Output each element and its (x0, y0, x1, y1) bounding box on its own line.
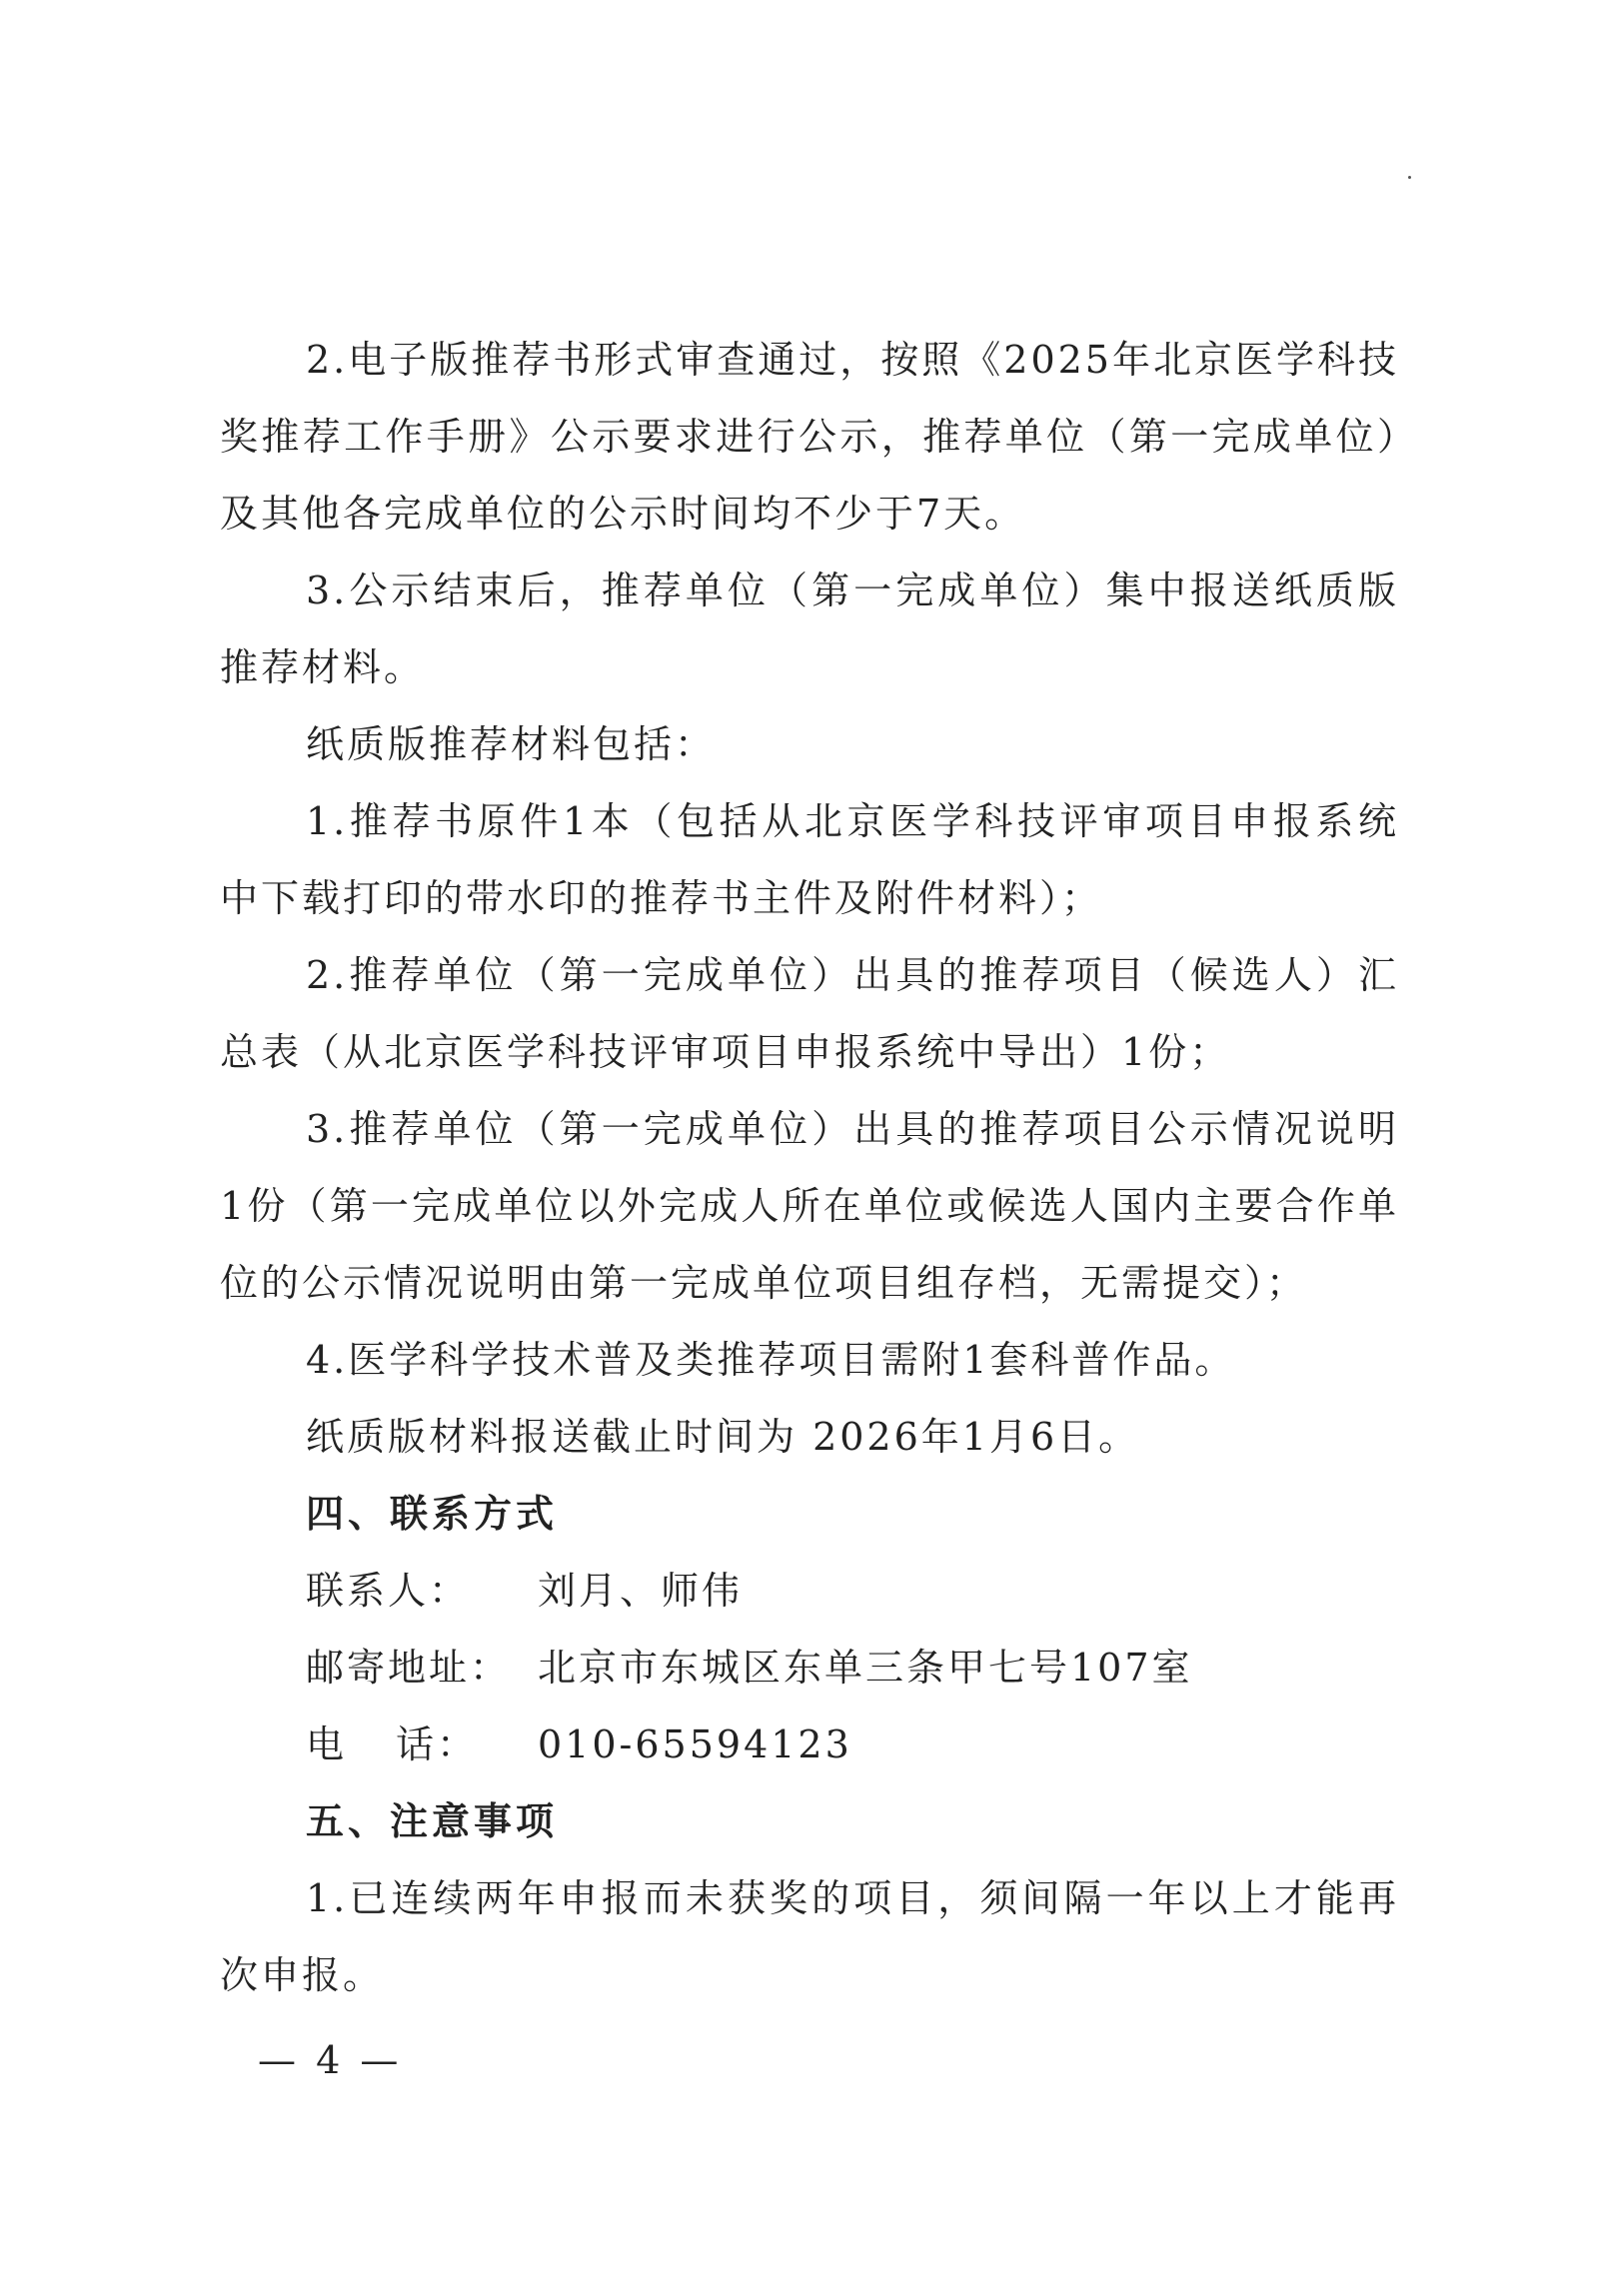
contact-person-value: 刘月、师伟 (538, 1569, 744, 1613)
section-heading-contact: 四、联系方式 (306, 1492, 559, 1536)
paragraph-paper-materials-intro: 纸质版推荐材料包括： (306, 722, 717, 766)
phone-row (220, 1707, 1399, 1783)
scan-speck (1408, 176, 1411, 179)
phone-label (306, 1707, 538, 1783)
paragraph-material-3: 3.推荐单位（第一完成单位）出具的推荐项目公示情况说明1份（第一完成单位以外完成人所在单位或候选人国内主要合作单位的公示情况说明由第一完成单位项目组存档，无需提交）； (220, 1107, 1399, 1305)
phone-value: 010-65594123 (538, 1722, 852, 1766)
paragraph-deadline: 纸质版材料报送截止时间为 2026年1月6日。 (306, 1415, 1140, 1459)
address-label: 邮寄地址： (306, 1646, 512, 1690)
contact-person-row (220, 1553, 1399, 1630)
section-heading-notes: 五、注意事项 (306, 1799, 559, 1843)
paragraph-after-publicity: 3.公示结束后，推荐单位（第一完成单位）集中报送纸质版推荐材料。 (220, 569, 1399, 689)
page-number: — 4 — (258, 2038, 403, 2082)
address-value: 北京市东城区东单三条甲七号107室 (538, 1646, 1193, 1690)
paragraph-electronic-review: 2.电子版推荐书形式审查通过，按照《2025年北京医学科技奖推荐工作手册》公示要求进行公示，推荐单位（第一完成单位）及其他各完成单位的公示时间均不少于7天。 (220, 338, 1399, 536)
notes-item-1: 1.已连续两年申报而未获奖的项目，须间隔一年以上才能再次申报。 (220, 1876, 1399, 1997)
document-body (220, 322, 1399, 2014)
address-row (220, 1630, 1399, 1707)
contact-person-label: 联系人： (306, 1569, 471, 1613)
paragraph-material-4: 4.医学科学技术普及类推荐项目需附1套科普作品。 (306, 1338, 1236, 1382)
paragraph-material-1: 1.推荐书原件1本（包括从北京医学科技评审项目申报系统中下载打印的带水印的推荐书主件及附件材料）； (220, 799, 1399, 920)
phone-label-char: 电 (306, 1722, 348, 1766)
paragraph-material-2: 2.推荐单位（第一完成单位）出具的推荐项目（候选人）汇总表（从北京医学科技评审项目申报系统中导出）1份； (220, 953, 1399, 1074)
phone-label-rest: 话： (395, 1722, 478, 1766)
